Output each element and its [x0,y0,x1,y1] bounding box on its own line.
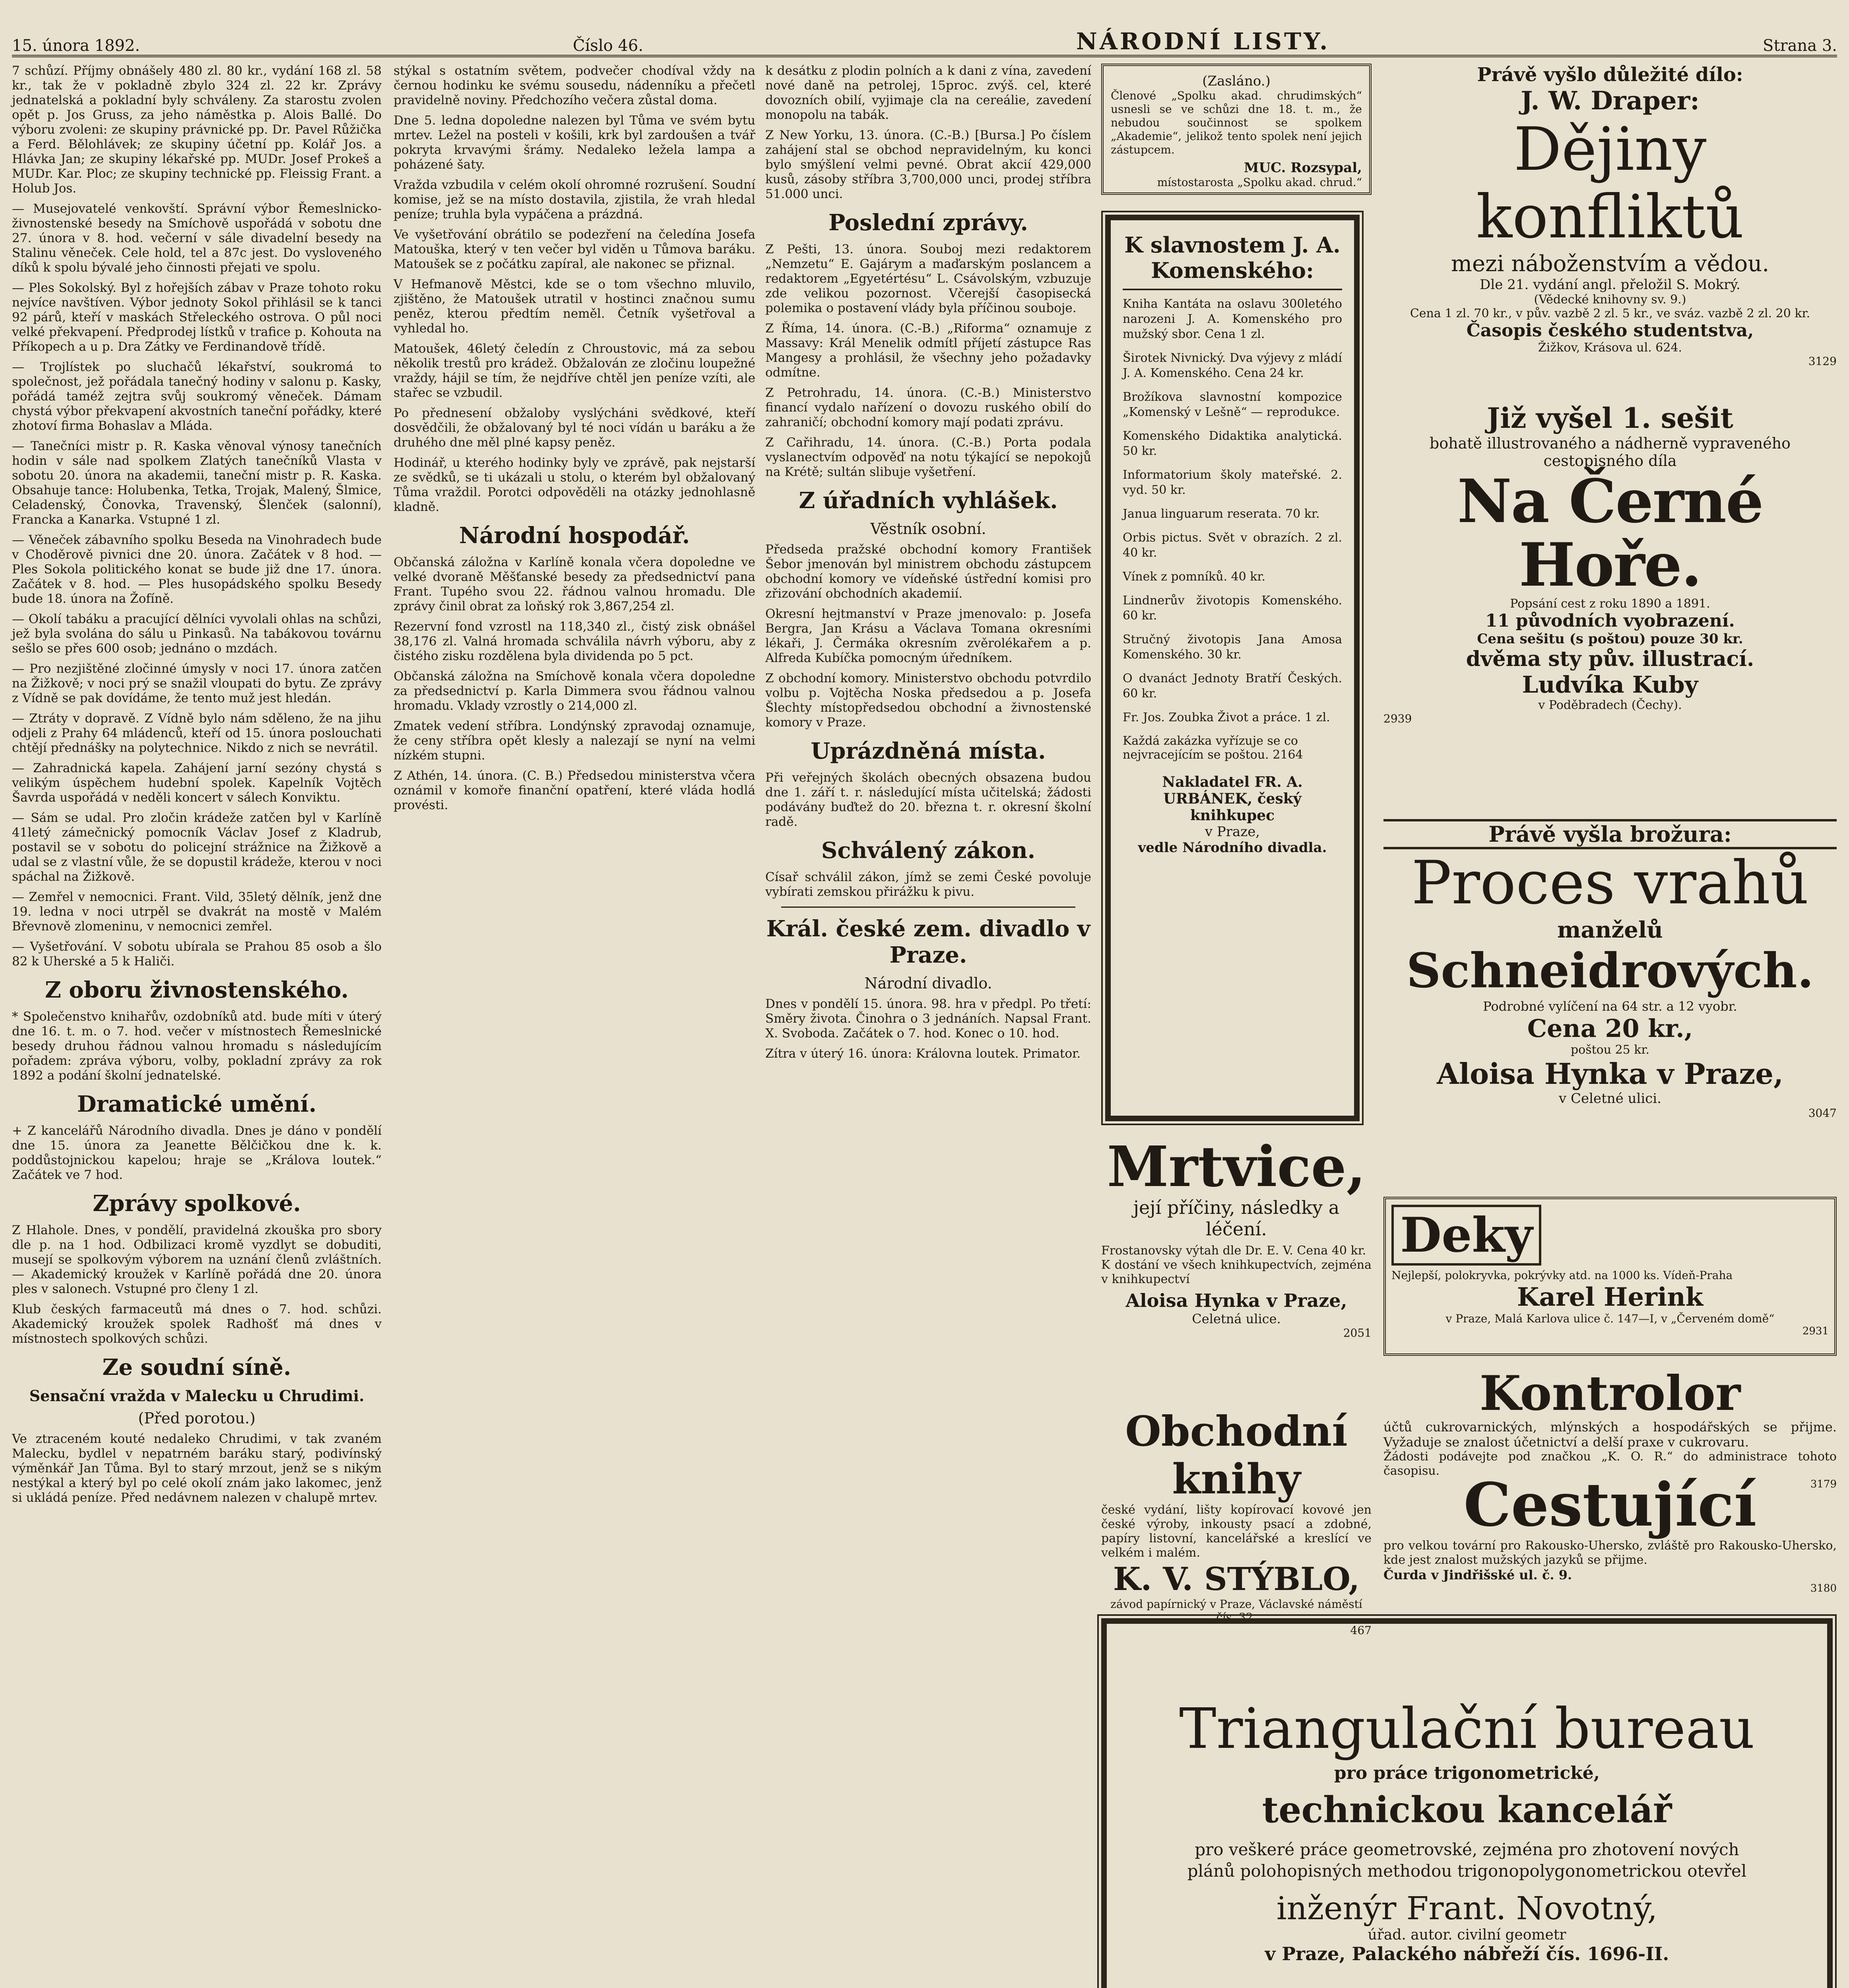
paragraph: Občanská záložna v Karlíně konala včera dopoledne ve velké dvoraně Měšťanské besedy za předsednictví pana Frant. Tupého svou 22. řádnou valnou hromadu. Dle zprávy činil obrat za loňský rok 3,867,254 zl. [394,555,755,613]
paragraph: Z Říma, 14. února. (C.-B.) „Riforma“ oznamuje z Massavy: Král Menelik odmítl příjetí zástupce Ras Mangesy a prohlásil, že všechny jeho požadavky odmítne. [765,321,1091,380]
paragraph: Po přednesení obžaloby vyslýcháni svědkové, kteří dosvědčili, že obžalovaný byl té noci vídán u baráku a že druhého dne měl plné kapsy peněz. [394,406,755,450]
paragraph: — Trojlístek po sluchačů lékařství, soukromá to společnost, jež pořádala tanečný hodiny v salonu p. Kasky, pořádá taméž zejtra svůj soukromý věneček. Dámam chystá výbor překvapení akvostních taneční pořádky, které zhotoví firma Bohaslav a Mláda. [12,360,382,433]
ad-text: manželů [1557,917,1663,943]
ad-order-note [1123,734,1342,762]
ad-text: pro práce trigonometrické, [1334,1763,1600,1783]
ad-heading: (Zasláno.) [1202,73,1271,89]
ad-list-item: Janua linguarum reserata. 70 kr. [1123,507,1320,521]
paragraph: — Musejovatelé venkovští. Správní výbor Řemeslnicko-živnostenské besedy na Smíchově uspořádá v sobotu dne 27. února v 8. hod. večerní v sále divadelní besedy na Stalinu věneček. Cele hold, tel a 87c jest. Do vysloveného díků k spolu bývalé jeho činnosti přejati ve spolu. [12,202,382,275]
paragraph: Dnes v pondělí 15. února. 98. hra v předpl. Po třetí: Směry života. Činohra o 3 jednáních. Napsal Frant. X. Svoboda. Začátek o 7. hod. Konec o 10. hod. [765,997,1091,1041]
paragraph: — Ples Sokolský. Byl z hořejších zábav v Praze tohoto roku nejvíce navštíven. Výbor jednoty Sokol přihlásil se k tanci 92 párů, kteří v maskách Střeleckého ostrova. O půl noci velké překvapení. Předprodej lístků v trafice p. Kohouta na Příkopech a u p. Dra Zátky ve Ferdinandově třídě. [12,281,382,354]
ad-seller: Aloisa Hynka v Praze, [1436,1057,1784,1091]
ad-seller: Karel Herink [1517,1282,1703,1312]
ad-text: Členové „Spolku akad. chrudimských“ usnesli se ve schůzi dne 18. t. m., že nebudou součinnost se spolkem „Akademie“, jelikož tento spolek není jejich zástupcem. [1111,89,1362,156]
section-heading: Ze soudní síně. [102,1354,291,1380]
ad-number: 2939 [1383,712,1412,725]
ad-number: 3179 [1810,1478,1837,1490]
ad-list-item: Komenského Didaktika analytická. 50 kr. [1123,429,1342,458]
ad-number: 2051 [1343,1326,1372,1340]
ad-number: 2931 [1802,1325,1829,1337]
ad-price: Cena 1 zl. 70 kr., v pův. vazbě 2 zl. 5 kr., ve sváz. vazbě 2 zl. 20 kr. [1410,307,1810,320]
ad-seller-address: v Poděbradech (Čechy). [1538,698,1682,712]
paragraph: Ve vyšetřování obrátilo se podezření na čeledína Josefa Matouška, který v ten večer byl viděn u Tůmova baráku. Matoušek se z počátku zapíral, ale nakonec se přiznal. [394,227,755,271]
section-heading: Z úřadních vyhlášek. [799,487,1058,514]
paragraph: Z New Yorku, 13. února. (C.-B.) [Bursa.] Po číslem zahájení stal se obchod nepravidelným, ku konci bylo smýšlení velmi pevné. Obrat akcií 429,000 kusů, zásoby stříbra 3,700,000 unci, prodej stříbra 51.000 unci. [765,128,1091,201]
ad-headline: Deky [1391,1205,1541,1266]
ad-deky [1383,1197,1837,1356]
ad-price-post: poštou 25 kr. [1570,1043,1650,1057]
ad-seller: Časopis českého studentstva, [1466,320,1754,341]
page-number: Strana 3. [1763,37,1837,55]
ad-kicker: Již vyšel 1. sešit [1487,402,1733,435]
theatre-subheading: Národní divadlo. [864,975,992,992]
ad-headline: Cestující [1463,1470,1757,1540]
ad-text: 11 původních vyobrazení. [1485,611,1735,631]
ad-text: pro velkou tovární pro Rakousko-Uhersko, zvláště pro Rakousko-Uhersko, kde jest znalost mužských jazyků se přijme. [1383,1539,1837,1567]
paragraph: Okresní hejtmanství v Praze jmenovalo: p. Josefa Bergra, Jan Krásu a Václava Tomana okresními lékaři, J. Čermáka okresním zvěrolékařem a p. Alfreda Kubíčka pomocným úředníkem. [765,607,1091,665]
paragraph: — Sám se udal. Pro zločin krádeže zatčen byl v Karlíně 41letý zámečnický pomocník Václav Josef z Kladrub, postavil se v sobotu do policejní strážnice na Žižkově a udal se z vlastní vůle, že se dopustil krádeže, kterou v noci spáchal na Žižkově. [12,811,382,884]
ad-list-item: Širotek Nivnický. Dva výjevy z mládí J. A. Komenského. Cena 24 kr. [1123,351,1342,380]
section-heading: Poslední zprávy. [828,210,1028,236]
paragraph: — Okolí tabáku a pracující dělníci vyvolali ohlas na schůzi, jež byla svolána do sálu u Pinkasů. Na tabákovou továrnu sešlo se přes 600 osob; jednáno o mzdách. [12,612,382,656]
paragraph: Z Pešti, 13. února. Souboj mezi redaktorem „Nemzetu“ E. Gajárym a maďarským poslancem a redaktorem „Egyetértésu“ L. Csávolským, vzbuzuje zde velikou pozornost. Včerejší časopisecká polemika o postavení vlády byla příčinou souboje. [765,242,1091,315]
ad-triangulacni-bureau [1101,1618,1833,1988]
ad-headline: Kontrolor [1479,1365,1741,1421]
ad-text: účtů cukrovarnických, mlýnských a hospodářských se přijme. Vyžaduje se znalost účetnictví a delší praxe v cukrovaru. [1383,1419,1837,1450]
ad-owner: inženýr Frant. Novotný, [1276,1890,1658,1927]
ad-list-item: Fr. Jos. Zoubka Život a práce. 1 zl. [1123,711,1330,724]
ad-list-item: O dvanáct Jednoty Bratří Českých. 60 kr. [1123,672,1342,701]
section-heading: Zprávy spolkové. [93,1190,301,1217]
ad-text: pro veškeré práce geometrovské, zejména pro zhotovení nových plánů polohopisných methodou trigonopolygonometrickou otevřel [1187,1840,1747,1881]
ad-list-item: Orbis pictus. Svět v obrazích. 2 zl. 40 kr. [1123,531,1342,560]
ad-list-item: Lindnerův životopis Komenského. 60 kr. [1123,594,1342,623]
paragraph: k desátku z plodin polních a k dani z vína, zavedení nové daně na petrolej, 15proc. zvýš. cel, které dovozních obilí, vyjimaje cla na cereálie, zavedení monopolu na tabák. [765,64,1091,122]
column-2 [394,64,755,818]
paragraph: + Z kancelářů Národního divadla. Dnes je dáno v pondělí dne 15. února za Jeanette Bělčičkou dne k. k. poddůstojnickou kapelou; hraje se „Králova loutek.“ Začátek ve 7 hod. [12,1124,382,1182]
ad-number: 3180 [1810,1582,1837,1594]
ad-list-item: Brožíkova slavnostní kompozice „Komenský v Lešně“ — reprodukce. [1123,390,1342,419]
ad-seller-address: Žižkov, Krásova ul. 624. [1538,341,1682,355]
paragraph: Vražda vzbudila v celém okolí ohromné rozrušení. Soudní komise, jež se na místo dostavila, zjistila, že vrah hledal peníze; truhla byla vypáčena a prázdná. [394,178,755,221]
paragraph: Hodinář, u kterého hodinky byly ve zprávě, pak nejstarší ze svědků, se ti ukázali u stolu, o kterém byl obžalovaný Tůma vraždil. Porotci odpověděli na otázky jednohlasně kladně. [394,456,755,514]
paragraph: Z obchodní komory. Ministerstvo obchodu potvrdilo volbu p. Vojtěcha Noska předsedou a p. Josefa Šlechty místopředsedou obchodní a živnostenské komory v Praze. [765,671,1091,730]
ad-cestujici [1383,1471,1837,1594]
ad-number: 467 [1350,1624,1372,1637]
paragraph: Zmatek vedení stříbra. Londýnský zpravodaj oznamuje, že ceny stříbra opět klesly a nalezají se nyní na velmi nízkém stupni. [394,719,755,763]
ad-list-item: Kniha Kantáta na oslavu 300letého narozeni J. A. Komenského pro mužský sbor. Cena 1 zl. [1123,297,1342,341]
paragraph: Klub českých farmaceutů má dnes o 7. hod. schůzi. Akademický kroužek spolek Radhošť má dnes v místnostech spolkových schůzi. [12,1302,382,1346]
ad-text: Popsání cest z roku 1890 a 1891. [1510,597,1710,611]
masthead [12,7,1837,57]
ad-number: 3047 [1808,1107,1837,1120]
column-3 [765,64,1091,1067]
paragraph: Občanská záložna na Smíchově konala včera dopoledne za předsednictví p. Karla Dimmera svou řádnou valnou hromadu. Vklady vzrostly o 214,000 zl. [394,669,755,713]
ad-text: Podrobné vylíčení na 64 str. a 12 vyobr. [1483,999,1737,1014]
ad-item-list [1123,297,1342,725]
issue-number: Číslo 46. [572,37,644,55]
paragraph: — Zahradnická kapela. Zahájení jarní sezóny chystá s velikým úspěchem hudební spolek. Kapelník Vojtěch Šavrda uspořádá v neděli koncert v sálech Konviktu. [12,761,382,805]
ad-seller-address: závod papírnický v Praze, Václavské náměstí čís. 32. [1110,1598,1362,1624]
ad-seller: K. V. STÝBLO, [1113,1560,1360,1598]
paragraph: stýkal s ostatním světem, podvečer chodíval vždy na černou hodinku ke svému sousedu, nádenníku a přečetl pravidelně noviny. Předchozího večera zůstal doma. [394,64,755,107]
paragraph: — Věneček zábavního spolku Beseda na Vinohradech bude v Choděrově pivnici dne 20. února. Začátek v 8 hod. — Ples Sokola politického konat se bude již dne 17. února. Začátek v 8. hod. — Ples husopádského spolku Besedy bude 18. února na Žofíně. [12,533,382,606]
ad-seller: Ludvíka Kuby [1522,671,1698,698]
paragraph: * Společenstvo knihařův, ozdobníků atd. bude míti v úterý dne 16. t. m. o 7. hod. večer v místnostech Řemeslnické besedy druhou řádnou valnou hromadu s následujícím pořadem: zpráva výboru, volby, pokladní zprávy za rok 1892 a podání školní jednatelské. [12,1010,382,1083]
divider [781,907,1075,908]
ad-text: dvěma sty pův. illustrací. [1466,647,1754,671]
ad-text: K dostání ve všech knihkupectvích, zejména v knihkupectví [1101,1258,1372,1286]
ad-signature-role: místostarosta „Spolku akad. chrud.“ [1157,176,1362,189]
paragraph: — Tanečníci mistr p. R. Kaska věnoval výnosy tanečních hodin v sále nad spolkem Zlatých tanečníků Vlasta v sobotu 20. února na akademii, taneční mistr p. R. Kaska. Obsahuje tance: Holubenka, Tetka, Trojak, Malený, Šlmice, Celadenský, Čonovka, Travenský, Šlenček (salonní), Francka a Kanarka. Vstupné 1 zl. [12,439,382,527]
ad-publisher-city: v Praze, [1205,824,1260,840]
ad-text: Frostanovsky výtah dle Dr. E. V. Cena 40 kr. [1101,1244,1366,1258]
ad-list-item: Vínek z pomníků. 40 kr. [1123,570,1266,584]
paragraph: Z Hlahole. Dnes, v pondělí, pravidelná zkouška pro sbory dle p. na 1 hod. Odbilizaci kromě vyzdlyt se dobuditi, musejí se spolkovým výborem na uznání členů zvláštních. — Akademický kroužek v Karlíně pořádá dne 20. února ples v salonech. Vstupné pro členy 1 zl. [12,1223,382,1296]
ad-mrtvice [1101,1134,1372,1340]
ad-draper [1383,64,1837,368]
paragraph: Matoušek, 46letý čeledín z Chroustovic, má za sebou několik trestů pro krádež. Obžalován ze zločinu loupežné vraždy, hájil se tím, že nejdříve chtěl jen peníze vzíti, ale stařec se vzbudil. [394,342,755,400]
ad-text: Žádosti podávejte pod značkou „K. O. R.“ do administrace tohoto časopisu. [1383,1450,1837,1478]
ad-kicker: Právě vyšlo důležité dílo: [1477,64,1743,86]
issue-date: 15. února 1892. [12,37,140,55]
section-heading: Národní hospodář. [459,522,690,549]
paragraph: Předseda pražské obchodní komory František Šebor jmenován byl ministrem obchodu zástupcem obchodní komory ve vídeňské ústřední komisi pro zřizování obchodních akademií. [765,542,1091,601]
paragraph: Při veřejných školách obecných obsazena budou dne 1. září t. r. následující místa učitelská; žádosti podávány buďtež do 20. března t. r. okresní školní radě. [765,771,1091,829]
order-note-text: Každá zakázka vyřízuje se co nejvracejícím se poštou. [1123,734,1298,762]
ad-publisher: Nakladatel FR. A. URBÁNEK, český knihkupec [1162,774,1303,824]
ad-seller-address: v Praze, Malá Karlova ulice č. 147—I, v „Červeném domě“ [1445,1312,1775,1325]
article-subtitle: (Před porotou.) [138,1409,256,1427]
paragraph: — Vyšetřování. V sobotu ubírala se Prahou 85 osob a šlo 82 k Uherské a 5 k Haliči. [12,940,382,969]
ad-subheadline: mezi náboženstvím a vědou. [1451,251,1769,277]
newspaper-title: NÁRODNÍ LISTY. [1076,28,1330,55]
ad-seller-address: Celetná ulice. [1192,1311,1281,1326]
section-heading: Dramatické umění. [77,1091,317,1117]
paragraph: Z Petrohradu, 14. února. (C.-B.) Ministerstvo financí vydalo nařízení o dovozu ruského obilí do zahraničí; obchodní komory mají podati zprávu. [765,386,1091,429]
ad-seller-address: v Celetné ulici. [1558,1091,1661,1107]
ad-contact: Čurda v Jindřišské ul. č. 9. [1383,1567,1572,1582]
paragraph: Císař schválil zákon, jímž se zemi České povoluje vybírati zemskou přirážku k pivu. [765,870,1091,899]
paragraph: — Zemřel v nemocnici. Frant. Vild, 35letý dělník, jenž dne 19. ledna v noci utrpěl se dvakrát na mostě v Malém Břevnově zlomeninu, v nemocnici zemřel. [12,890,382,934]
ad-headline: Na Černé Hoře. [1457,466,1763,600]
ad-proces-vrahu [1383,819,1837,1120]
ad-address: v Praze, Palackého nábřeží čís. 1696-II. [1265,1943,1669,1965]
paragraph: — Ztráty v dopravě. Z Vídně bylo nám sděleno, že na jihu odjeli z Prahy 64 mládenců, kteří od 15. února poslouchati chtějí přednášky na polytechnice. Nikdo z nich se nevrátil. [12,711,382,755]
section-heading: Z oboru živnostenského. [45,977,349,1003]
paragraph: — Pro nezjištěné zločinné úmysly v noci 17. února zatčen na Žižkově; v noci prý se snažil vloupati do bytu. Ze zprávy z Vídně se pak dovídáme, že tento muž jest hledán. [12,662,382,705]
article-title: Sensační vražda v Malecku u Chrudimi. [29,1387,365,1405]
ad-text: (Vědecké knihovny sv. 9.) [1534,293,1686,307]
paragraph: 7 schůzí. Příjmy obnášely 480 zl. 80 kr., vydání 168 zl. 58 kr., tak že v pokladně zbylo 324 zl. 22 kr. Zprávy jednatelská a pokladní byly schváleny. Za starostu zvolen opět p. Jos Gruss, za jeho náměstka p. Alois Ballé. Do výboru zvoleni: ze skupiny právnické pp. Dr. Pavel Růžička a Ferd. Bělohlávek; ze skupiny účetní pp. Kolář Jos. a Hlávka Jan; ze skupiny lékařské pp. MUDr. Josef Prokeš a MUDr. Kar. Ploc; ze skupiny technické pp. Fleissig Frant. a Holub Jos. [12,64,382,196]
section-heading: Uprázdněná místa. [811,738,1046,764]
ad-cerna-hora [1383,402,1837,725]
ad-text: Dle 21. vydání angl. přeložil S. Mokrý. [1480,277,1740,293]
ad-price: Cena sešitu (s poštou) pouze 30 kr. [1477,631,1743,647]
paragraph: V Hefmanově Městci, kde se o tom všechno mluvilo, zjištěno, že Matoušek utratil v hostinci značnou sumu peněz, kterou předtím neměl. Četník vyšetřoval a vyhledal ho. [394,277,755,336]
ad-komensky [1105,215,1360,1121]
paragraph: Z Cařihradu, 14. února. (C.-B.) Porta podala vyslanectvím odpověď na notu týkající se nepokojů na Krétě; sultán slibuje vyšetření. [765,435,1091,479]
ad-subheadline: technickou kancelář [1262,1789,1672,1831]
ad-price: Cena 20 kr., [1527,1014,1693,1043]
ad-text: Nejlepší, polokryvka, pokrývky atd. na 1000 ks. Vídeň-Praha [1391,1269,1733,1282]
paragraph: Zítra v úterý 16. února: Královna loutek. Primator. [765,1046,1081,1061]
ad-number: 2164 [1273,748,1303,762]
ad-author: J. W. Draper: [1521,86,1700,116]
ad-zaslano [1101,64,1372,195]
ad-text: bohatě illustrovaného a nádherně vypraveného cestopisného díla [1429,435,1791,470]
ad-headline: Dějiny konfliktů [1476,115,1744,252]
section-heading: Schválený zákon. [821,837,1036,864]
ad-list-item: Informatorium školy mateřské. 2. vyd. 50 kr. [1123,468,1342,497]
ad-kicker: Právě vyšla brožura: [1383,819,1837,849]
ad-seller: Aloisa Hynka v Praze, [1125,1290,1347,1311]
paragraph: Dne 5. ledna dopoledne nalezen byl Tůma ve svém bytu mrtev. Ležel na posteli v košili, krk byl zardoušen a tvář pokryta krvavými šrámy. Nedaleko ležela lampa a poházené šaty. [394,113,755,172]
ad-heading: K slavnostem J. A. Komenského: [1123,232,1342,290]
subsection-heading: Věstník osobní. [870,520,986,538]
ad-list-item: Stručný životopis Jana Amosa Komenského. 30 kr. [1123,633,1342,662]
ad-owner-title: úřad. autor. civilní geometr [1368,1927,1566,1943]
ad-headline: Obchodní knihy [1125,1407,1348,1503]
theatre-heading: Král. české zem. divadlo v Praze. [766,916,1090,968]
ad-headline: Proces vrahů [1411,848,1809,918]
ad-signature: MUC. Rozsypal, [1244,160,1362,176]
paragraph: Ve ztraceném kouté nedaleko Chrudimi, v tak zvaném Malecku, bydlel v nepatrném baráku starý, podivínský výměnkář Jan Tůma. Byl to starý mrzout, jenž se s nikým nestýkal a který byl po celé okolí znám jako lakomec, jenž si ukládá peníze. Před nedávnem nalezen v chalupě mrtev. [12,1432,382,1505]
ad-obchodni-knihy [1101,1408,1372,1637]
ad-subheadline: její příčiny, následky a léčení. [1133,1197,1340,1240]
ad-number: 3129 [1808,355,1837,368]
paragraph: Rezervní fond vzrostl na 118,340 zl., čistý zisk obnášel 38,176 zl. Valná hromada schválila návrh výboru, aby z čistého zisku rozdělena byla dividenda po 5 pct. [394,619,755,663]
ad-headline: Triangulační bureau [1179,1697,1755,1761]
ad-headline: Mrtvice, [1107,1134,1366,1200]
ad-headline-2: Schneidrových. [1406,943,1814,999]
ad-text: české vydání, lišty kopírovací kovové jen české výroby, inkousty psací a zdobné, papíry listovní, kancelářské a kreslící ve velkém i malém. [1101,1503,1372,1560]
paragraph: Z Athén, 14. února. (C. B.) Předsedou ministerstva včera oznámil v komoře finanční opatření, které vláda hodlá provésti. [394,769,755,812]
ad-publisher-address: vedle Národního divadla. [1138,840,1327,856]
column-1 [12,64,382,1511]
